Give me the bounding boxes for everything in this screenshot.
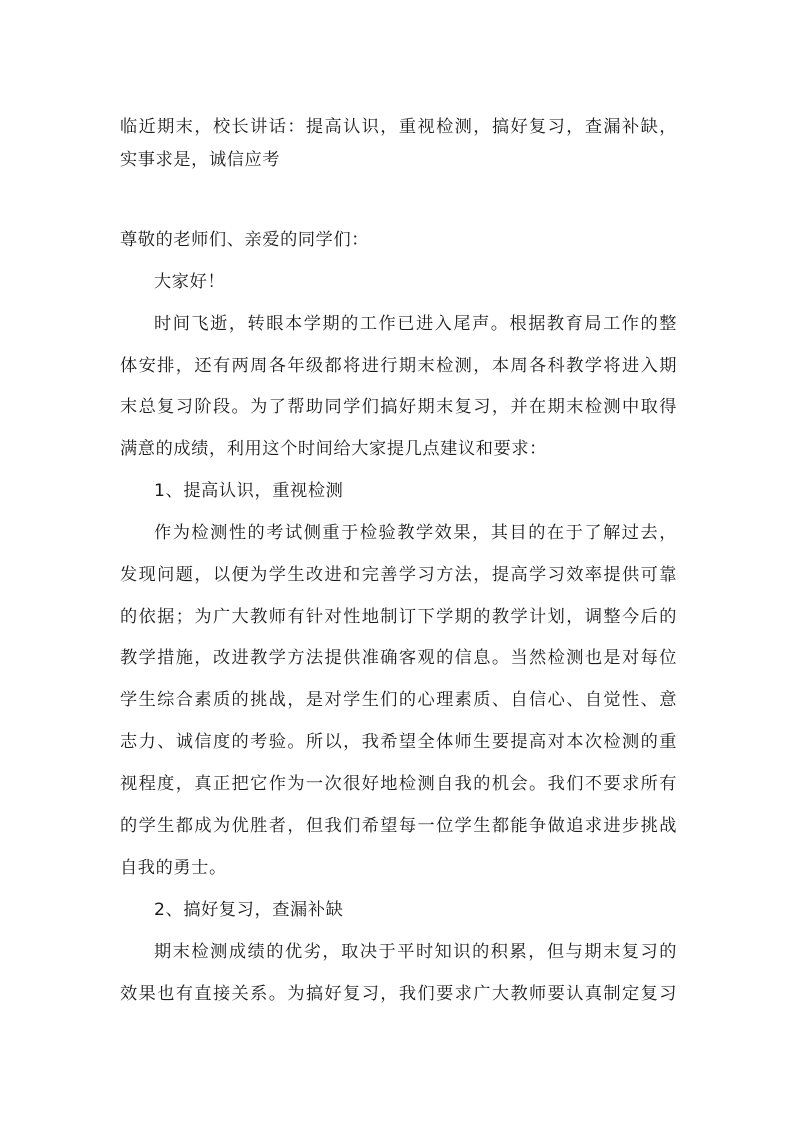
section1-line-8: 的学生都成为优胜者，但我们希望每一位学生都能争做追求进步挑战 bbox=[120, 816, 677, 836]
intro-line-1: 时间飞逝，转眼本学期的工作已进入尾声。根据教育局工作的整 bbox=[154, 314, 677, 334]
section1-heading: 1、提高认识，重视检测 bbox=[154, 481, 344, 501]
section1-line-6: 志力、诚信度的考验。所以，我希望全体师生要提高对本次检测的重 bbox=[120, 732, 677, 752]
intro-line-2: 体安排，还有两周各年级都将进行期末检测，本周各科教学将进入期 bbox=[120, 356, 677, 376]
salutation: 尊敬的老师们、亲爱的同学们： bbox=[120, 230, 370, 250]
section1-line-9: 自我的勇士。 bbox=[120, 858, 227, 878]
title-line-1: 临近期末，校长讲话：提高认识，重视检测，搞好复习，查漏补缺， bbox=[120, 117, 677, 137]
section1-line-3: 的依据；为广大教师有针对性地制订下学期的教学计划，调整今后的 bbox=[120, 607, 677, 627]
section1-line-5: 学生综合素质的挑战，是对学生们的心理素质、自信心、自觉性、意 bbox=[120, 690, 677, 710]
title-line-2: 实事求是，诚信应考 bbox=[120, 150, 281, 170]
section2-line-1: 期末检测成绩的优劣，取决于平时知识的积累，但与期末复习的 bbox=[154, 942, 677, 962]
section1-line-2: 发现问题，以便为学生改进和完善学习方法，提高学习效率提供可靠 bbox=[120, 565, 677, 585]
section1-line-4: 教学措施，改进教学方法提供准确客观的信息。当然检测也是对每位 bbox=[120, 648, 677, 668]
section2-line-2: 效果也有直接关系。为搞好复习，我们要求广大教师要认真制定复习 bbox=[120, 984, 677, 1004]
intro-line-3: 末总复习阶段。为了帮助同学们搞好期末复习，并在期末检测中取得 bbox=[120, 397, 677, 417]
intro-line-4: 满意的成绩，利用这个时间给大家提几点建议和要求： bbox=[120, 439, 547, 459]
section1-line-7: 视程度，真正把它作为一次很好地检测自我的机会。我们不要求所有 bbox=[120, 774, 677, 794]
section2-heading: 2、搞好复习，查漏补缺 bbox=[154, 900, 344, 920]
greeting: 大家好！ bbox=[154, 272, 226, 292]
section1-line-1: 作为检测性的考试侧重于检验教学效果，其目的在于了解过去， bbox=[154, 523, 677, 543]
